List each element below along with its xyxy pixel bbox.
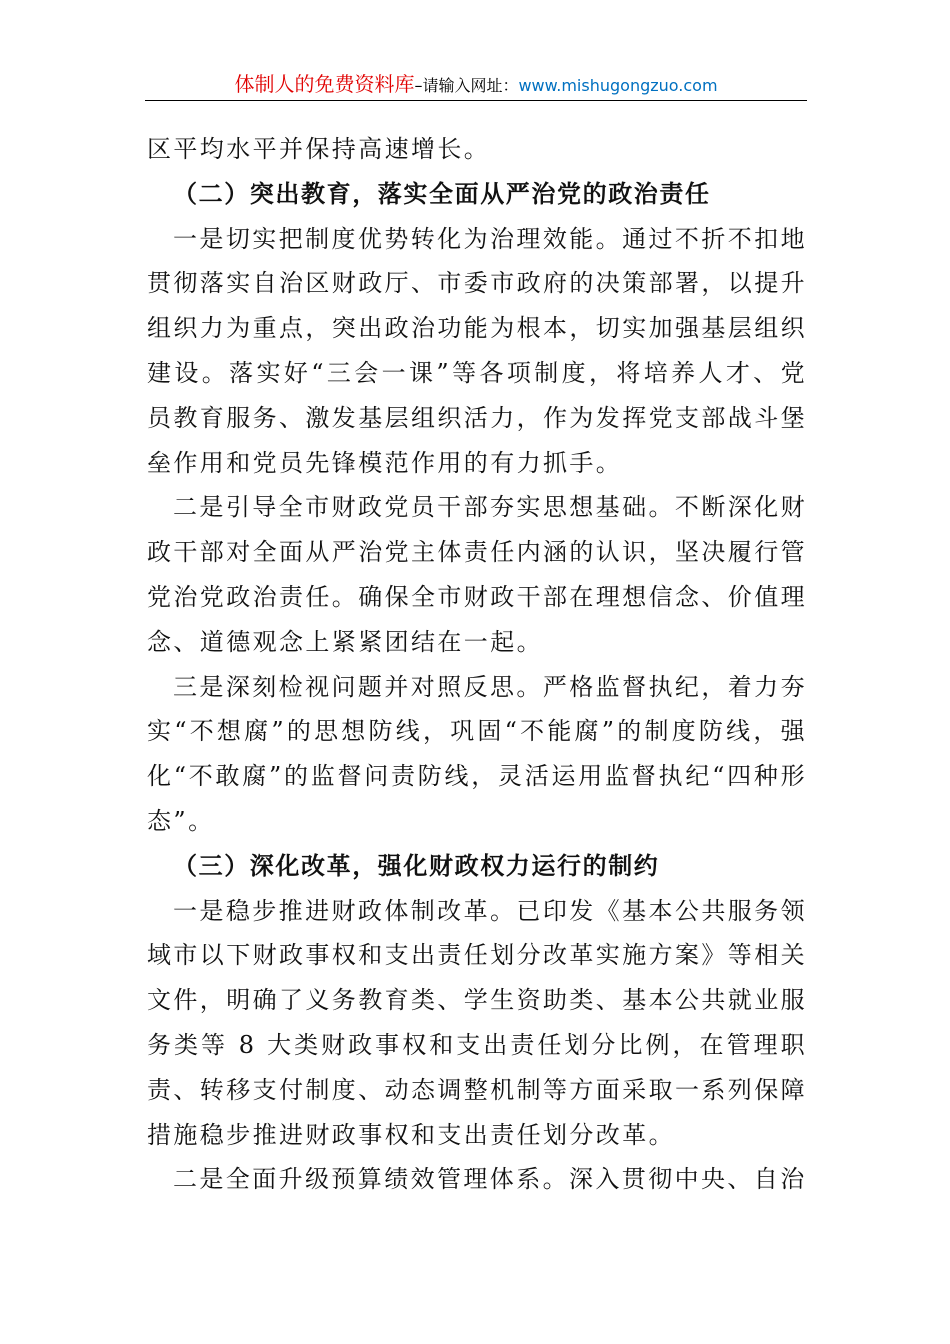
paragraph: 一是切实把制度优势转化为治理效能。通过不折不扣地贯彻落实自治区财政厅、市委市政府的决策部署，以提升组织力为重点，突出政治功能为根本，切实加强基层组织建设。落实好“三会一课”等各项制度，将培养人才、党员教育服务、激发基层组织活力，作为发挥党支部战斗堡垒作用和党员先锋模范作用的有力抓手。 [147,224,807,477]
paragraph: 三是深刻检视问题并对照反思。严格监督执纪，着力夯实“不想腐”的思想防线，巩固“不能腐”的制度防线，强化“不敢腐”的监督问责防线，灵活运用监督执纪“四种形态”。 [147,672,807,835]
document-body [147,127,807,1202]
paragraph: 二是全面升级预算绩效管理体系。深入贯彻中央、自治 [173,1165,807,1194]
paragraph: 一是稳步推进财政体制改革。已印发《基本公共服务领域市以下财政事权和支出责任划分改革实施方案》等相关文件，明确了义务教育类、学生资助类、基本公共就业服务类等 8 大类财政事权和支出责任划分比例，在管理职责、转移支付制度、动态调整机制等方面采取一系列保障措施稳步推进财政事权和支出责任划分改革。 [147,896,807,1149]
section-heading-2: （二）突出教育，落实全面从严治党的政治责任 [173,178,711,208]
paragraph-continuation: 区平均水平并保持高速增长。 [147,135,491,163]
section-heading-3: （三）深化改革，强化财政权力运行的制约 [173,850,660,880]
header-prompt: –请输入网址： [414,76,519,95]
page-header [145,68,807,101]
header-url[interactable]: www.mishugongzuo.com [518,76,718,95]
header-brand: 体制人的免费资料库 [234,72,415,96]
paragraph: 二是引导全市财政党员干部夯实思想基础。不断深化财政干部对全面从严治党主体责任内涵的认识，坚决履行管党治党政治责任。确保全市财政干部在理想信念、价值理念、道德观念上紧紧团结在一起。 [147,493,807,656]
